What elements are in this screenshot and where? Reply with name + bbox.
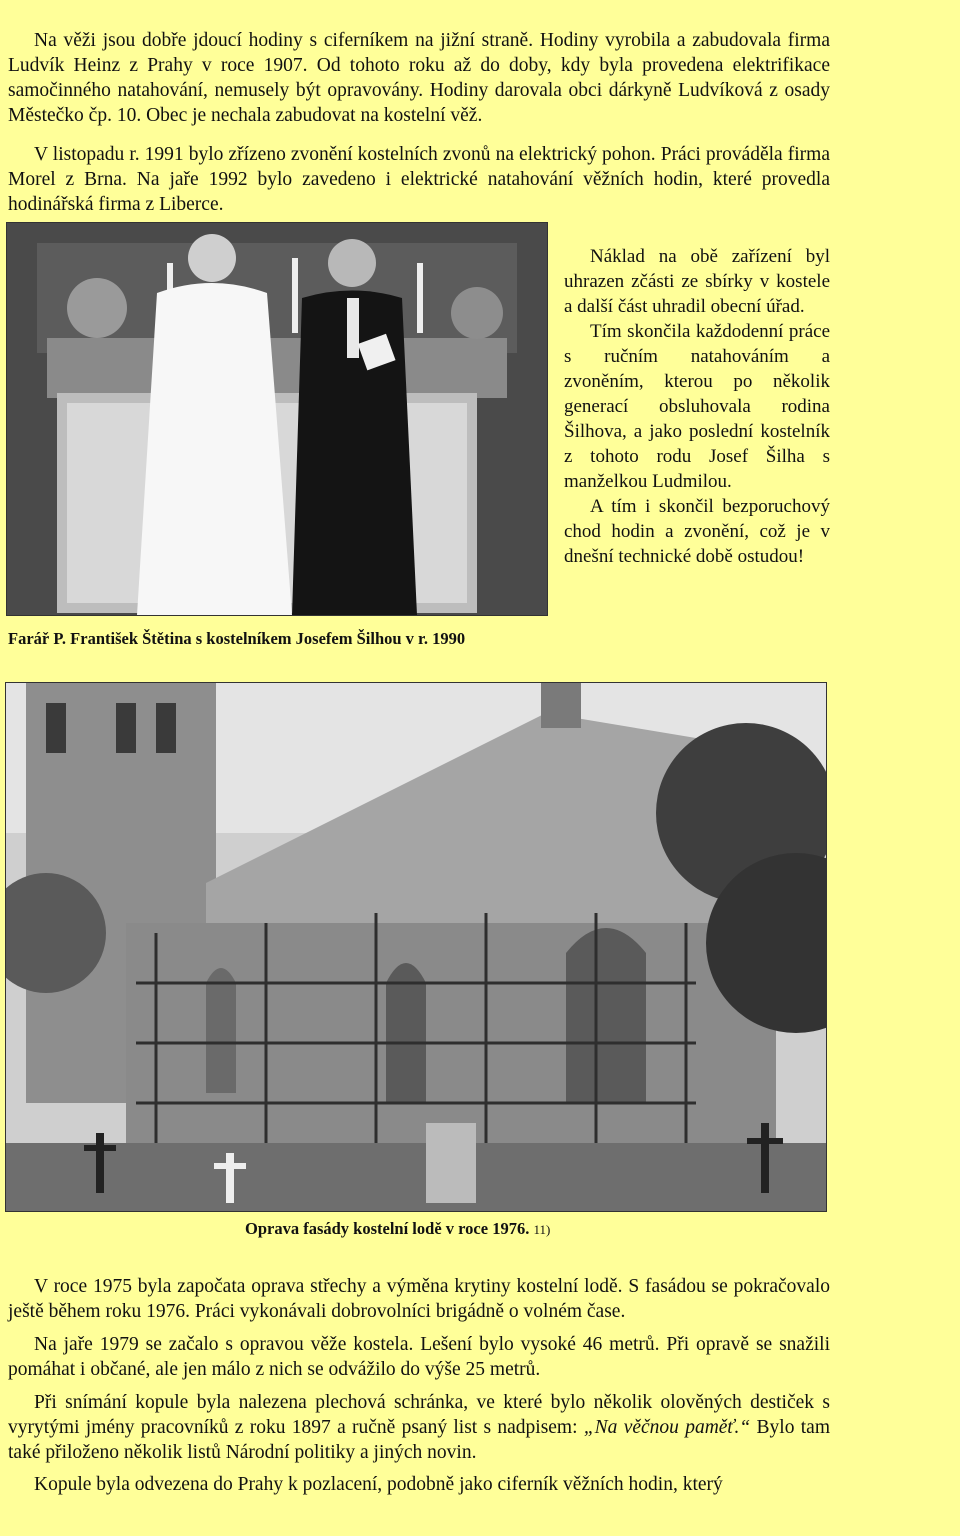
side-paragraph-cost: Náklad na obě zařízení byl uhrazen zčásti ze sbírky v kostele a další část uhradil obecní úřad. — [564, 246, 830, 317]
caption-photo1: Farář P. František Štětina s kostelníkem Josefem Šilhou v r. 1990 — [8, 629, 466, 648]
side-column-text — [564, 244, 830, 569]
caption-photo2: Oprava fasády kostelní lodě v roce 1976. 11) — [245, 1219, 551, 1238]
paragraph-time-capsule: Při snímání kopule byla nalezena plechová schránka, ve které bylo několik olověných destiček s vyrytými jmény pracovníků z roku 1897 a ručně psaný list s nadpisem: „Na věčnou paměť.“ Bylo tam také přiloženo několik listů Národní politiky a jiných novin. — [8, 1392, 830, 1463]
paragraph-bells: V listopadu r. 1991 bylo zřízeno zvonění kostelních zvonů na elektrický pohon. Práci prováděla firma Morel z Brna. Na jaře 1992 bylo zavedeno i elektrické natahování věžních hodin, které provedla hodinářská firma z Liberce. — [8, 144, 830, 215]
photo-priest-and-sexton — [6, 222, 548, 616]
photo-church-scaffolding — [5, 682, 827, 1212]
paragraph-clock: Na věži jsou dobře jdoucí hodiny s ciferníkem na jižní straně. Hodiny vyrobila a zabudovala firma Ludvík Heinz z Prahy v roce 1907. Od tohoto roku až do doby, kdy byla provedena elektrifikace samočinného natahování, nemusely být opravovány. Hodiny darovala obci dárkyně Ludvíková z osady Městečko čp. 10. Obec je nechala zabudovat na kostelní věž. — [8, 30, 830, 126]
side-paragraph-end: A tím i skončil bezporuchový chod hodin a zvonění, což je v dnešní technické době ostudou! — [564, 496, 830, 567]
quote-title: „Na věčnou paměť.“ — [583, 1417, 751, 1438]
footnote-ref: 11) — [533, 1222, 551, 1237]
paragraph-gilding: Kopule byla odvezena do Prahy k pozlacení, podobně jako ciferník věžních hodin, který — [34, 1474, 723, 1495]
side-paragraph-family: Tím skončila každodenní práce s ručním natahováním a zvoněním, kterou po několik generací obsluhovala rodina Šilhova, a jako poslední kostelník z tohoto rodu Josef Šilha s manželkou Ludmilou. — [564, 321, 830, 492]
paragraph-roof-repair: V roce 1975 byla započata oprava střechy a výměna krytiny kostelní lodě. S fasádou se pokračovalo ještě během roku 1976. Práci vykonávali dobrovolníci brigádně o volném čase. — [8, 1276, 830, 1322]
paragraph-tower-repair: Na jaře 1979 se začalo s opravou věže kostela. Lešení bylo vysoké 46 metrů. Při opravě se snažili pomáhat i občané, ale jen málo z nich se odvážilo do výše 25 metrů. — [8, 1334, 830, 1380]
